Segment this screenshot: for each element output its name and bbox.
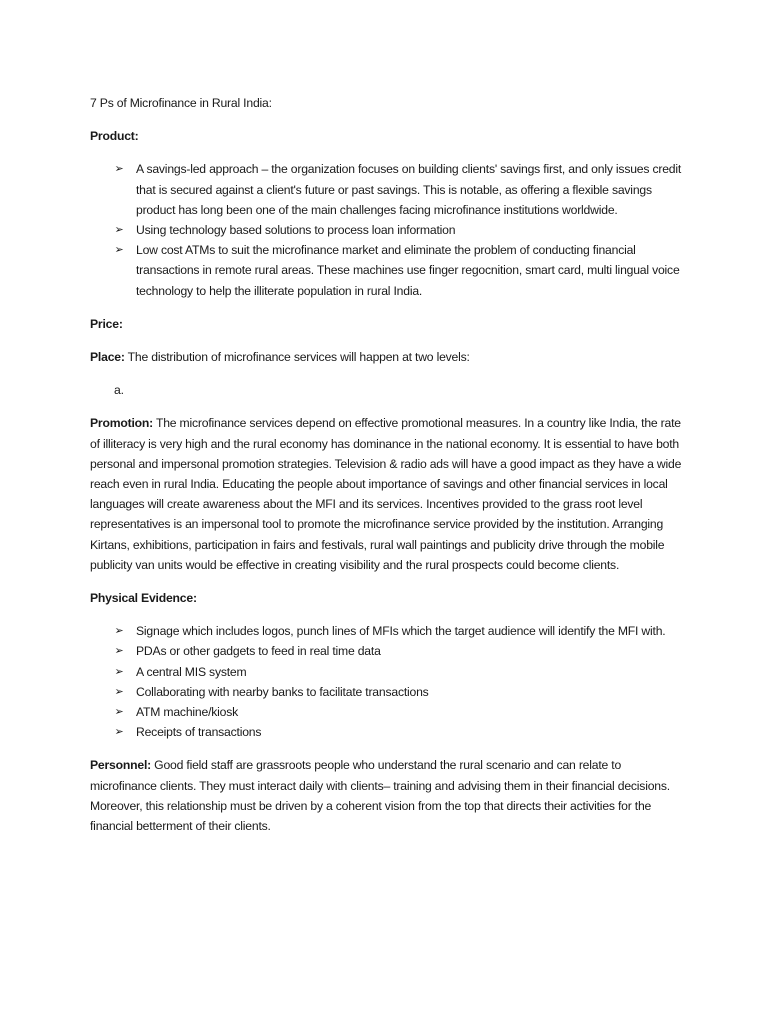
product-list bbox=[90, 159, 690, 300]
place-list-marker: a. bbox=[114, 383, 124, 398]
list-item: ➢ A central MIS system bbox=[90, 662, 690, 682]
document-body bbox=[90, 93, 690, 836]
list-item: ➢ A savings-led approach – the organization focuses on building clients' savings first, and only issues credit that is secured against a client's future or past savings. This is notable, as offering a flexible savings product has long been one of the main challenges facing microfinance institutions worldwide. bbox=[90, 159, 690, 220]
arrow-bullet-icon: ➢ bbox=[114, 726, 124, 739]
list-item: ➢ ATM machine/kiosk bbox=[90, 702, 690, 722]
product-heading-label: Product: bbox=[90, 129, 139, 144]
place-paragraph bbox=[90, 347, 690, 367]
physical-evidence-list bbox=[90, 621, 690, 742]
physical-evidence-heading-label: Physical Evidence: bbox=[90, 591, 197, 606]
place-text: The distribution of microfinance services will happen at two levels: bbox=[124, 350, 470, 365]
physical-evidence-heading bbox=[90, 588, 690, 608]
personnel-text: Good field staff are grassroots people who understand the rural scenario and can relate to microfinance clients. They must interact daily with clients– training and advising them in their financial decisions. Moreover, this relationship must be driven by a coherent vision from the top that directs their activities for the financial betterment of their clients. bbox=[90, 758, 670, 834]
arrow-bullet-icon: ➢ bbox=[114, 645, 124, 658]
promotion-text: The microfinance services depend on effective promotional measures. In a country like India, the rate of illiteracy is very high and the rural economy has dominance in the national economy. It is essential to have both personal and impersonal promotion strategies. Television & radio ads will have a good impact as they have a wide reach even in rural India. Educating the people about importance of savings and other financial services in local languages will create awareness about the MFI and its services. Incentives provided to the grass root level representatives is an impersonal tool to promote the microfinance service provided by the institution. Arranging Kirtans, exhibitions, participation in fairs and festivals, rural wall paintings and publicity drive through the mobile publicity van units would be effective in creating visibility and the rural prospects could become clients. bbox=[90, 416, 682, 572]
list-item: ➢ Receipts of transactions bbox=[90, 722, 690, 742]
arrow-bullet-icon: ➢ bbox=[114, 625, 124, 638]
document-title: 7 Ps of Microfinance in Rural India: bbox=[90, 96, 272, 110]
list-item: ➢ PDAs or other gadgets to feed in real time data bbox=[90, 641, 690, 661]
price-heading bbox=[90, 314, 690, 334]
arrow-bullet-icon: ➢ bbox=[114, 224, 124, 237]
list-item: ➢ Low cost ATMs to suit the microfinance market and eliminate the problem of conducting financial transactions in remote rural areas. These machines use finger regocnition, smart card, multi lingual voice technology to help the illiterate population in rural India. bbox=[90, 240, 690, 301]
place-heading: Place: bbox=[90, 350, 125, 365]
list-item: ➢ Using technology based solutions to process loan information bbox=[90, 220, 690, 240]
list-item: ➢ Signage which includes logos, punch lines of MFIs which the target audience will identify the MFI with. bbox=[90, 621, 690, 641]
personnel-heading: Personnel: bbox=[90, 758, 151, 773]
arrow-bullet-icon: ➢ bbox=[114, 163, 124, 176]
promotion-paragraph bbox=[90, 413, 690, 575]
list-item: ➢ Collaborating with nearby banks to facilitate transactions bbox=[90, 682, 690, 702]
price-heading-label: Price: bbox=[90, 316, 123, 331]
personnel-paragraph bbox=[90, 755, 690, 836]
product-heading bbox=[90, 126, 690, 146]
arrow-bullet-icon: ➢ bbox=[114, 244, 124, 257]
arrow-bullet-icon: ➢ bbox=[114, 665, 124, 678]
arrow-bullet-icon: ➢ bbox=[114, 685, 124, 698]
arrow-bullet-icon: ➢ bbox=[114, 706, 124, 719]
promotion-heading: Promotion: bbox=[90, 416, 153, 431]
